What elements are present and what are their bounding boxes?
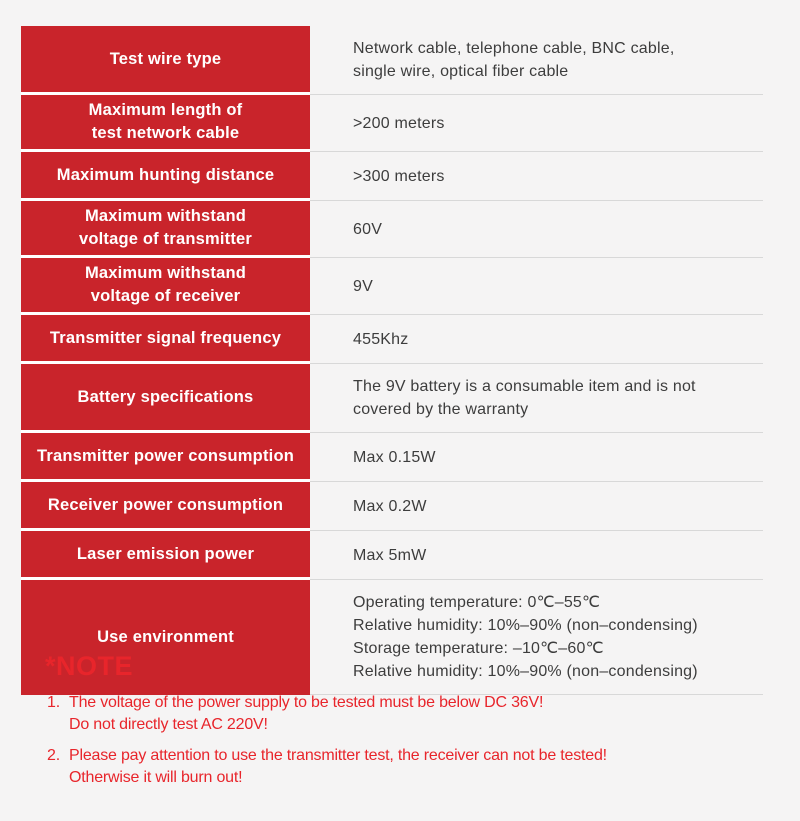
spec-value-cell — [310, 95, 763, 152]
spec-value-cell — [310, 201, 763, 258]
spec-value-cell — [310, 258, 763, 315]
spec-value-text: Relative humidity: 10%–90% (non–condensing) — [353, 663, 698, 680]
note-item-line: Do not directly test AC 220V! — [69, 716, 268, 733]
spec-label-cell — [21, 315, 310, 364]
spec-value-text: covered by the warranty — [353, 401, 529, 418]
spec-table-row — [21, 26, 763, 95]
spec-table-row — [21, 482, 763, 531]
note-items — [47, 692, 775, 789]
spec-table — [21, 26, 763, 695]
spec-label-cell — [21, 201, 310, 258]
spec-value-text: Network cable, telephone cable, BNC cable, — [353, 40, 675, 57]
spec-label-text: Battery specifications — [77, 387, 254, 406]
spec-value-text: Max 0.2W — [353, 497, 427, 515]
spec-label-text: voltage of transmitter — [78, 230, 253, 248]
note-item-line: Please pay attention to use the transmitter test, the receiver can not be tested! — [69, 747, 607, 764]
spec-table-row — [21, 364, 763, 433]
spec-value-text: The 9V battery is a consumable item and is not — [353, 378, 696, 395]
spec-value-text: 60V — [353, 220, 383, 238]
spec-value-cell — [310, 152, 763, 201]
note-item — [47, 692, 775, 736]
spec-value-cell — [310, 433, 763, 482]
spec-value-text: Relative humidity: 10%–90% (non–condensing) — [353, 617, 698, 634]
spec-label-text: voltage of receiver — [90, 287, 241, 305]
spec-table-row — [21, 258, 763, 315]
spec-label-cell — [21, 258, 310, 315]
spec-value-text: Max 5mW — [353, 546, 427, 564]
spec-label-text: Maximum withstand — [84, 207, 247, 225]
spec-table-row — [21, 95, 763, 152]
spec-value-text: Operating temperature: 0℃–55℃ — [353, 594, 601, 611]
note-item-text — [69, 745, 607, 789]
spec-value-text: >300 meters — [353, 167, 445, 185]
spec-label-text: Test wire type — [109, 49, 222, 68]
spec-label-cell — [21, 26, 310, 95]
spec-value-text: 455Khz — [353, 330, 409, 348]
spec-table-row — [21, 433, 763, 482]
spec-table-row — [21, 315, 763, 364]
spec-label-text: Maximum length of — [88, 101, 243, 119]
spec-label-cell — [21, 152, 310, 201]
spec-value-text: >200 meters — [353, 114, 445, 132]
spec-value-cell — [310, 482, 763, 531]
spec-label-cell — [21, 95, 310, 152]
spec-label-cell — [21, 531, 310, 580]
note-title: *NOTE — [45, 651, 134, 681]
note-item-number: 2. — [47, 747, 60, 764]
spec-value-text: 9V — [353, 277, 373, 295]
spec-label-text: Laser emission power — [76, 544, 255, 563]
spec-table-row — [21, 152, 763, 201]
spec-label-text: Maximum hunting distance — [56, 165, 275, 184]
spec-label-text: test network cable — [91, 124, 240, 142]
note-section — [45, 651, 775, 789]
spec-label-text: Use environment — [97, 628, 234, 646]
note-item-line: The voltage of the power supply to be tested must be below DC 36V! — [69, 694, 544, 711]
spec-label-text: Transmitter power consumption — [37, 446, 294, 465]
spec-label-text: Maximum withstand — [84, 264, 247, 282]
spec-value-cell — [310, 364, 763, 433]
spec-table-row — [21, 201, 763, 258]
spec-value-cell — [310, 315, 763, 364]
note-item-number: 1. — [47, 694, 60, 711]
spec-value-text: single wire, optical fiber cable — [353, 63, 569, 80]
spec-value-text: Storage temperature: –10℃–60℃ — [353, 640, 604, 657]
spec-label-cell — [21, 482, 310, 531]
spec-label-cell — [21, 364, 310, 433]
spec-label-text: Receiver power consumption — [47, 495, 284, 514]
spec-value-cell — [310, 531, 763, 580]
spec-label-text: Transmitter signal frequency — [49, 328, 282, 347]
spec-value-text: Max 0.15W — [353, 448, 436, 466]
spec-table-row — [21, 531, 763, 580]
spec-value-cell — [310, 26, 763, 95]
note-item-line: Otherwise it will burn out! — [69, 769, 243, 786]
spec-label-cell — [21, 433, 310, 482]
note-item — [47, 745, 775, 789]
note-item-text — [69, 692, 543, 736]
